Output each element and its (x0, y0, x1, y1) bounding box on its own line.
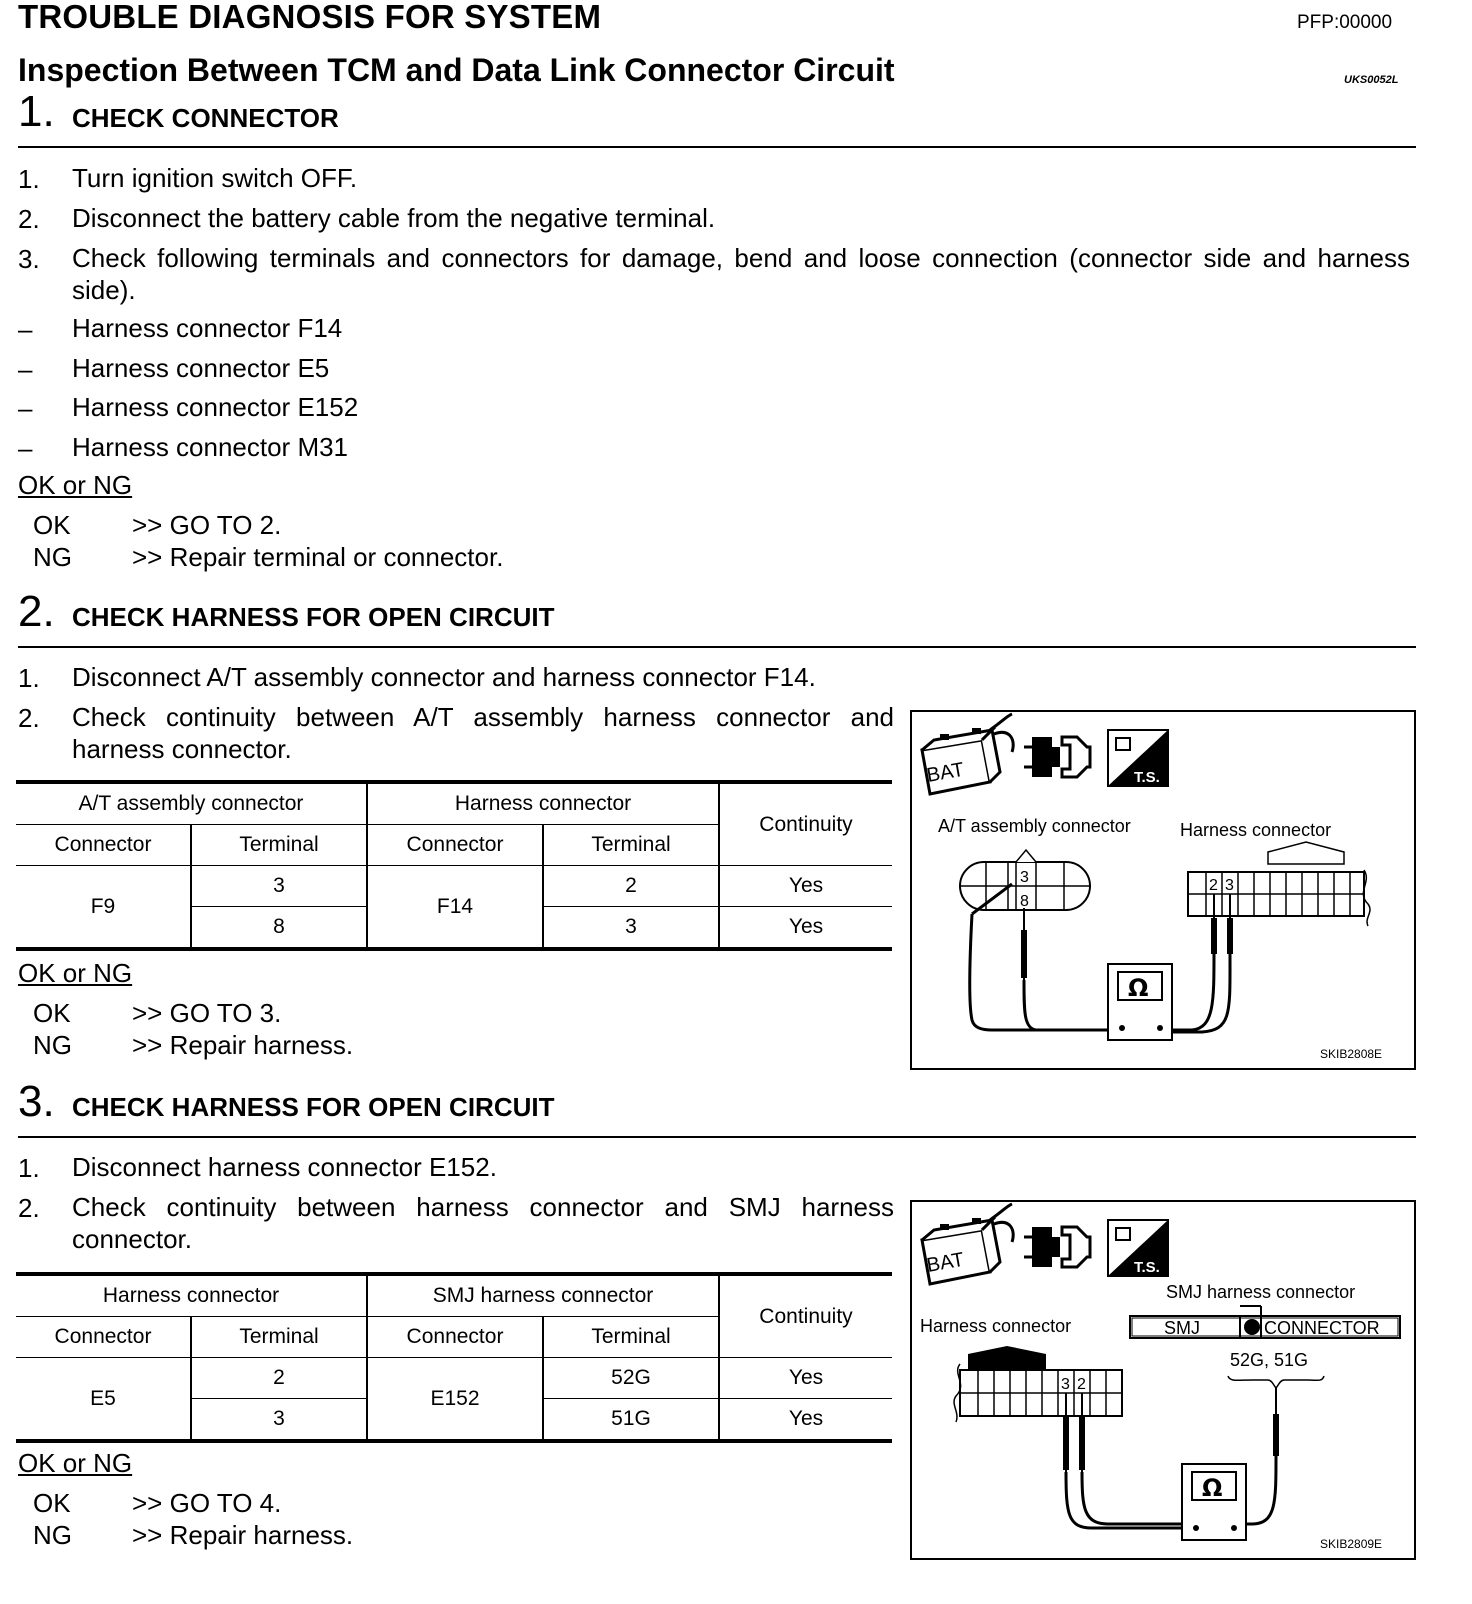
step-1-item-3-marker: 3. (18, 244, 40, 274)
step-2-item-2: Check continuity between A/T assembly harness connector and harness connector. (72, 702, 894, 764)
smj-connector-label: SMJ harness connector (1166, 1282, 1356, 1302)
step-2-ng-action: >> Repair harness. (132, 1030, 354, 1060)
table-cell-continuity: Yes (788, 915, 824, 938)
table-header-group-a: Harness connector (16, 1274, 367, 1317)
table-cell-terminal: 52G (543, 1358, 719, 1399)
battery-label: BAT (925, 1248, 966, 1277)
step-3-item-2-marker: 2. (18, 1193, 40, 1223)
step-3-diagram-svg (912, 1202, 1414, 1558)
step-3-item-1: Disconnect harness connector E152. (72, 1152, 497, 1182)
pin-label: 3 (1225, 877, 1234, 894)
table-header-connector: Connector (367, 1317, 543, 1358)
tester-icon (1108, 1220, 1168, 1276)
pin-label: 8 (1020, 893, 1029, 910)
step-3-number: 3. (18, 1077, 55, 1126)
step-2-ok-label: OK (33, 998, 71, 1028)
table-header-continuity: Continuity (719, 1274, 892, 1358)
step-1-ok-or-ng-heading: OK or NG (18, 470, 133, 500)
figure-code: SKIB2808E (1320, 1047, 1383, 1061)
step-3-continuity-table (16, 1272, 892, 1443)
step-2-ok-action: >> GO TO 3. (132, 998, 282, 1028)
battery-icon (922, 1204, 1013, 1284)
step-1-item-1: Turn ignition switch OFF. (72, 163, 358, 193)
step-1-ng-label: NG (33, 542, 72, 572)
right-connector-label: Harness connector (1180, 820, 1332, 840)
section-code: UKS0052L (1344, 74, 1399, 86)
table-cell-connector: E152 (367, 1358, 543, 1442)
step-2-diagram-svg (912, 712, 1414, 1068)
step-1-divider (18, 146, 1416, 148)
harness-connector (954, 1346, 1122, 1422)
step-3-ng-label: NG (33, 1520, 72, 1550)
ohm-symbol: Ω (1202, 1474, 1223, 1502)
table-header-terminal: Terminal (191, 1317, 367, 1358)
smj-label: SMJ (1164, 1318, 1200, 1338)
table-cell-connector: E5 (16, 1358, 191, 1442)
step-1-item-6-marker: – (18, 393, 33, 423)
left-connector-label: Harness connector (920, 1316, 1072, 1336)
step-3-ok-or-ng-heading: OK or NG (18, 1448, 133, 1478)
step-1-item-7: Harness connector M31 (72, 432, 349, 462)
step-1-item-3: Check following terminals and connectors for damage, bend and loose connection (connector side and harness side). (72, 243, 1410, 305)
table-header-continuity: Continuity (719, 782, 892, 866)
step-1-title: CHECK CONNECTOR (72, 103, 339, 133)
pfp-code: PFP:00000 (1297, 12, 1393, 33)
step-3-ok-label: OK (33, 1488, 71, 1518)
smj-connector-text: CONNECTOR (1264, 1318, 1380, 1338)
connector-disconnect-icon (1024, 1227, 1090, 1267)
step-1-item-4-marker: – (18, 314, 33, 344)
step-3-ok-action: >> GO TO 4. (132, 1488, 282, 1518)
step-3-diagram (910, 1200, 1416, 1560)
step-2-continuity-table (16, 780, 892, 951)
smj-connector-box (1130, 1306, 1400, 1456)
connector-disconnect-icon (1024, 737, 1090, 777)
step-1-item-5: Harness connector E5 (72, 353, 330, 383)
step-2-title: CHECK HARNESS FOR OPEN CIRCUIT (72, 602, 555, 632)
table-cell-terminal: 2 (543, 866, 719, 907)
step-1-ng-action: >> Repair terminal or connector. (132, 542, 504, 572)
table-header-connector: Connector (16, 825, 191, 866)
step-1-number: 1. (18, 87, 55, 136)
step-2-divider (18, 646, 1416, 648)
table-cell-continuity: Yes (788, 1407, 824, 1430)
pin-label: 2 (1077, 1376, 1086, 1393)
step-1-ok-action: >> GO TO 2. (132, 510, 282, 540)
table-cell-terminal: 3 (191, 1399, 367, 1442)
pin-label: 2 (1209, 877, 1218, 894)
step-3-item-1-marker: 1. (18, 1153, 40, 1183)
table-cell-terminal: 2 (191, 1358, 367, 1399)
battery-icon (922, 714, 1013, 794)
tester-label: T.S. (1134, 769, 1160, 786)
tester-icon (1108, 730, 1168, 786)
ohmmeter-icon (1182, 1464, 1246, 1540)
step-3-title: CHECK HARNESS FOR OPEN CIRCUIT (72, 1092, 555, 1122)
step-2-item-1-marker: 1. (18, 663, 40, 693)
ohmmeter-icon (1108, 964, 1172, 1040)
figure-code: SKIB2809E (1320, 1537, 1383, 1551)
step-1-item-6: Harness connector E152 (72, 392, 359, 422)
page-title: TROUBLE DIAGNOSIS FOR SYSTEM (18, 0, 602, 35)
battery-label: BAT (925, 758, 966, 787)
ohm-symbol: Ω (1128, 974, 1149, 1002)
step-3-divider (18, 1136, 1416, 1138)
step-3-item-2: Check continuity between harness connector and SMJ harness connector. (72, 1192, 894, 1254)
step-2-ok-or-ng-heading: OK or NG (18, 958, 133, 988)
left-connector-label: A/T assembly connector (938, 816, 1131, 836)
step-2-item-2-marker: 2. (18, 703, 40, 733)
table-header-terminal: Terminal (543, 1317, 719, 1358)
step-2-diagram (910, 710, 1416, 1070)
table-header-terminal: Terminal (191, 825, 367, 866)
step-2-item-1: Disconnect A/T assembly connector and harness connector F14. (72, 662, 816, 692)
table-cell-terminal: 3 (191, 866, 367, 907)
step-1-item-1-marker: 1. (18, 164, 40, 194)
table-cell-terminal: 51G (543, 1399, 719, 1442)
pin-label: 3 (1020, 869, 1029, 886)
smj-pins-label: 52G, 51G (1230, 1350, 1309, 1370)
step-1-item-4: Harness connector F14 (72, 313, 343, 343)
step-2-ng-label: NG (33, 1030, 72, 1060)
table-header-terminal: Terminal (543, 825, 719, 866)
table-cell-continuity: Yes (719, 866, 892, 907)
step-1-item-2-marker: 2. (18, 204, 40, 234)
pin-label: 3 (1061, 1376, 1070, 1393)
table-header-connector: Connector (16, 1317, 191, 1358)
tester-label: T.S. (1134, 1259, 1160, 1276)
table-cell-continuity: Yes (719, 1358, 892, 1399)
step-1-ok-label: OK (33, 510, 71, 540)
table-header-group-a: A/T assembly connector (16, 782, 367, 825)
step-2-number: 2. (18, 587, 55, 636)
step-1-item-7-marker: – (18, 433, 33, 463)
step-1-item-2: Disconnect the battery cable from the negative terminal. (72, 203, 716, 233)
harness-connector (1188, 842, 1370, 926)
table-cell-connector: F14 (367, 866, 543, 950)
table-cell-terminal: 3 (543, 907, 719, 950)
table-header-connector: Connector (367, 825, 543, 866)
at-assembly-connector (960, 850, 1090, 910)
step-3-ng-action: >> Repair harness. (132, 1520, 354, 1550)
section-title: Inspection Between TCM and Data Link Connector Circuit (18, 52, 895, 88)
table-header-group-b: Harness connector (367, 782, 719, 825)
step-1-item-5-marker: – (18, 354, 33, 384)
table-cell-connector: F9 (16, 866, 191, 950)
table-cell-terminal: 8 (191, 907, 367, 950)
table-header-group-b: SMJ harness connector (367, 1274, 719, 1317)
